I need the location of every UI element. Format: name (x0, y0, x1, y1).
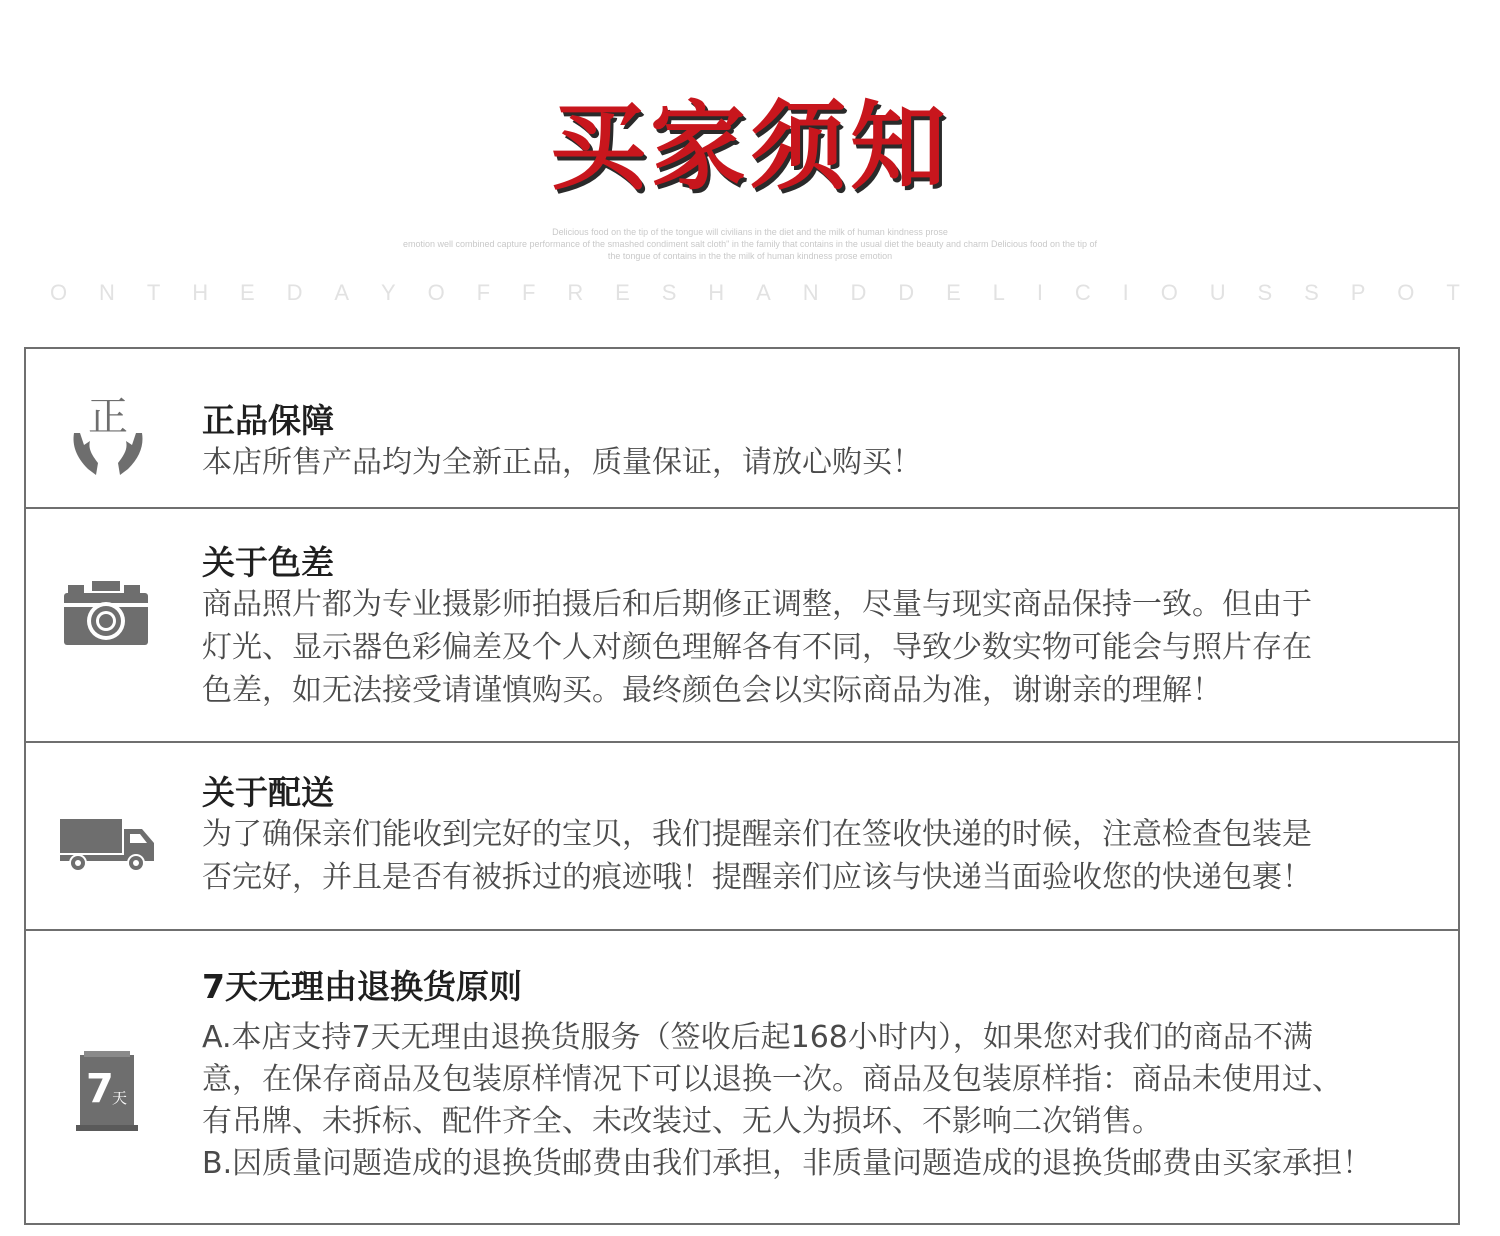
section-heading: 7天无理由退换货原则 (202, 967, 522, 1006)
truck-icon (60, 817, 156, 873)
slogan-letter: O (50, 280, 68, 305)
section-return-policy (26, 931, 1458, 1225)
slogan-letter: P (1350, 280, 1366, 305)
section-line: 为了确保亲们能收到完好的宝贝，我们提醒亲们在签收快递的时候，注意检查包装是 (202, 817, 1312, 852)
section-delivery (26, 743, 1458, 931)
section-heading: 关于色差 (202, 543, 334, 582)
slogan-letter: A (756, 280, 771, 305)
section-line: 本店所售产品均为全新正品，质量保证，请放心购买！ (202, 445, 922, 480)
section-body (202, 813, 1432, 899)
slogan-letter: S (661, 280, 677, 305)
section-genuine (26, 349, 1458, 509)
slogan-letter: H (708, 280, 725, 305)
section-line: 灯光、显示器色彩偏差及个人对颜色理解各有不同，导致少数实物可能会与照片存在 (202, 630, 1312, 665)
spaced-slogan (50, 280, 1460, 306)
camera-icon (64, 581, 148, 647)
section-heading: 关于配送 (202, 773, 334, 812)
slogan-letter: I (1036, 280, 1043, 305)
slogan-letter: T (1446, 280, 1460, 305)
page-title: 买家须知 (550, 91, 950, 203)
slogan-letter: U (1209, 280, 1226, 305)
slogan-letter: D (286, 280, 303, 305)
seven-day-calendar-icon (76, 1051, 138, 1133)
slogan-letter: S (1257, 280, 1273, 305)
notice-panel (24, 347, 1460, 1225)
section-line: 商品照片都为专业摄影师拍摄后和后期修正调整，尽量与现实商品保持一致。但由于 (202, 587, 1312, 622)
slogan-letter: N (802, 280, 819, 305)
tagline-line-3: the tongue of contains in the the milk of human kindness prose emotion (607, 251, 893, 261)
slogan-letter: O (427, 280, 445, 305)
slogan-letter: E (615, 280, 630, 305)
seven-number: 7 (86, 1066, 114, 1112)
slogan-letter: O (1160, 280, 1178, 305)
section-line: 否完好，并且是否有被拆过的痕迹哦！提醒亲们应该与快递当面验收您的快递包裹！ (202, 860, 1312, 895)
genuine-char: 正 (88, 394, 128, 440)
section-line: 有吊牌、未拆标、配件齐全、未改装过、无人为损坏、不影响二次销售。 (202, 1104, 1162, 1139)
slogan-letter: Y (380, 280, 396, 305)
slogan-letter: F (476, 280, 491, 305)
slogan-letter: F (521, 280, 536, 305)
genuine-hands-icon (66, 393, 150, 479)
section-body (202, 441, 1432, 484)
slogan-letter: E (239, 280, 255, 305)
slogan-letter: L (992, 280, 1005, 305)
seven-unit: 天 (112, 1089, 128, 1107)
section-line: 意，在保存商品及包装原样情况下可以退换一次。商品及包装原样指：商品未使用过、 (202, 1062, 1342, 1097)
section-body (202, 583, 1432, 712)
section-color-difference (26, 509, 1458, 741)
section-line: B.因质量问题造成的退换货邮费由我们承担，非质量问题造成的退换货邮费由买家承担！ (202, 1146, 1373, 1181)
slogan-letter: T (146, 280, 161, 305)
tagline-line-2: emotion well combined capture performance of the smashed condiment salt cloth" in the family that contains in the usual diet the beauty and charm Delicious food on the tip of (402, 239, 1098, 249)
slogan-letter: S (1304, 280, 1319, 305)
slogan-letter: I (1122, 280, 1129, 305)
slogan-letter: N (99, 280, 115, 305)
section-body (202, 1017, 1452, 1185)
section-line: 色差，如无法接受请谨慎购买。最终颜色会以实际商品为准，谢谢亲的理解！ (202, 673, 1222, 708)
slogan-letter: C (1074, 280, 1091, 305)
slogan-letter: A (334, 280, 350, 305)
tagline-line-1: Delicious food on the tip of the tongue will civilians in the diet and the milk of human kindness prose (552, 227, 948, 237)
slogan-letter: D (898, 280, 915, 305)
slogan-letter: D (850, 280, 867, 305)
slogan-letter: E (946, 280, 961, 305)
slogan-letter: R (567, 280, 584, 305)
slogan-letter: H (192, 280, 209, 305)
section-line: A.本店支持7天无理由退换货服务（签收后起168小时内），如果您对我们的商品不满 (202, 1020, 1313, 1055)
slogan-letter: O (1397, 280, 1415, 305)
section-heading: 正品保障 (202, 401, 334, 440)
